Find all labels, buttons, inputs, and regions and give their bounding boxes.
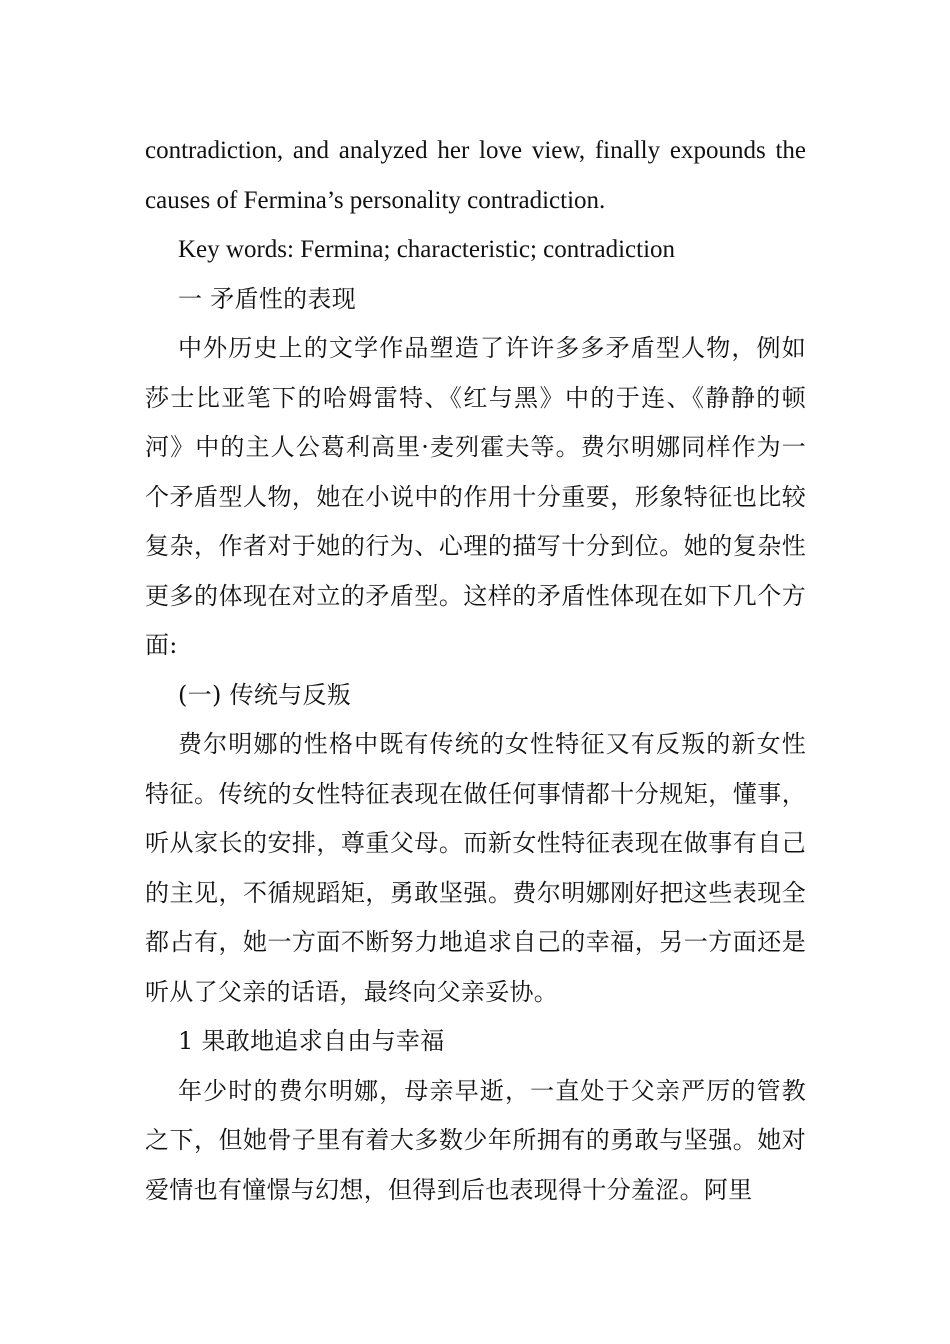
abstract-line: contradiction, and analyzed her love view, finally expounds the — [145, 137, 806, 164]
section-heading: 一 矛盾性的表现 — [178, 284, 357, 313]
body-paragraph: 年少时的费尔明娜，母亲早逝，一直处于父亲严厉的管教之下，但她骨子里有着大多数少年所拥有的勇敢与坚强。她对爱情也有憧憬与幻想，但得到后也表现得十分羞涩。阿里 — [145, 1076, 806, 1204]
body-paragraph: 中外历史上的文学作品塑造了许许多多矛盾型人物，例如莎士比亚笔下的哈姆雷特、《红与黑》中的于连、《静静的顿河》中的主人公葛利高里·麦列霍夫等。费尔明娜同样作为一个矛盾型人物，她在小说中的作用十分重要，形象特征也比较复杂，作者对于她的行为、心理的描写十分到位。她的复杂性更多的体现在对立的矛盾型。这样的矛盾性体现在如下几个方面: — [145, 334, 806, 659]
subheading: 1 果敢地追求自由与幸福 — [178, 1027, 445, 1055]
document-page — [145, 126, 806, 1215]
body-paragraph: 费尔明娜的性格中既有传统的女性特征又有反叛的新女性特征。传统的女性特征表现在做任何事情都十分规矩，懂事，听从家长的安排，尊重父母。而新女性特征表现在做事有自己的主见，不循规蹈矩，勇敢坚强。费尔明娜刚好把这些表现全都占有，她一方面不断努力地追求自己的幸福，另一方面还是听从了父亲的话语，最终向父亲妥协。 — [145, 730, 806, 1006]
keywords-line: Key words: Fermina; characteristic; contradiction — [178, 236, 676, 263]
abstract-line: causes of Fermina’s personality contradiction. — [145, 186, 606, 214]
subheading: (一) 传统与反叛 — [178, 680, 352, 709]
